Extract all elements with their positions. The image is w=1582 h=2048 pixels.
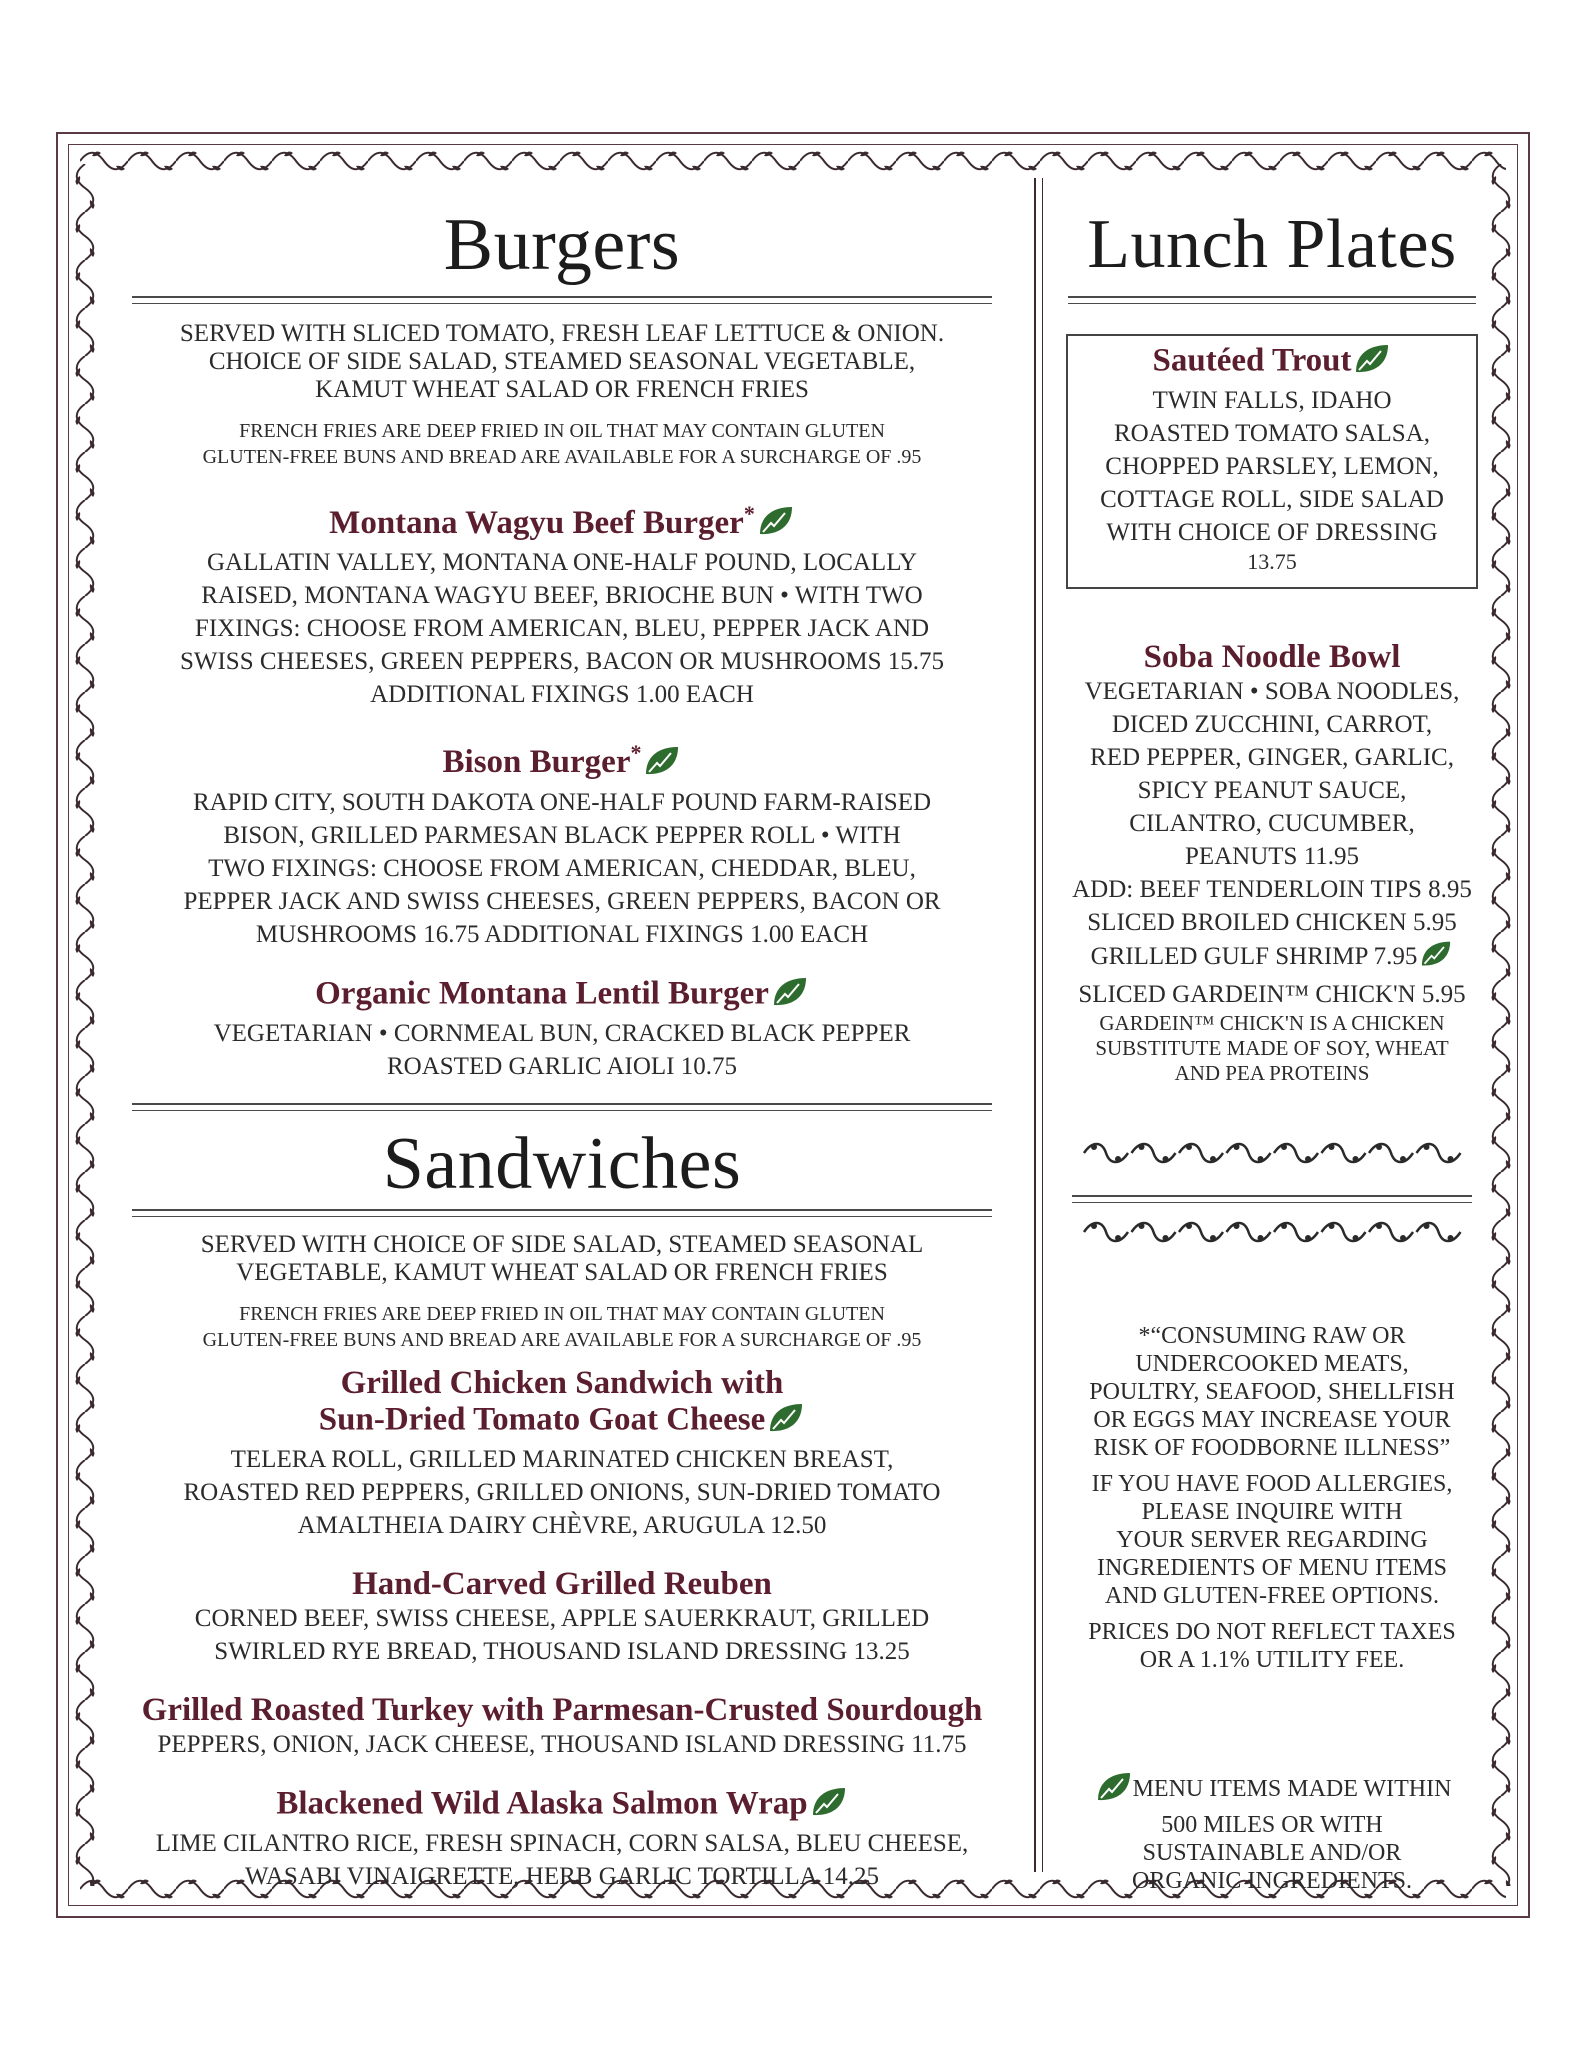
item-desc-line: RED PEPPER, GINGER, GARLIC, [1090,744,1454,771]
add-on-line: SLICED GARDEIN™ CHICK'N 5.95 [1078,981,1466,1008]
item-desc-line: VEGETARIAN • CORNMEAL BUN, CRACKED BLACK PEPPER [213,1019,911,1047]
item-title: Sautéed Trout [1152,342,1352,379]
item-desc-line: LIME CILANTRO RICE, FRESH SPINACH, CORN SALSA, BLEU CHEESE, [155,1829,969,1857]
item-desc-line: FIXINGS: CHOOSE FROM AMERICAN, BLEU, PEPPER JACK AND [194,615,930,643]
item-title: Hand-Carved Grilled Reuben [352,1565,772,1602]
menu-item-reuben [122,1566,1002,1668]
item-desc-line: SWISS CHEESES, GREEN PEPPERS, BACON OR MUSHROOMS 15.75 [179,648,945,676]
item-title: Organic Montana Lentil Burger [315,975,769,1012]
item-price: 13.75 [1247,549,1297,574]
price-notice-line: PRICES DO NOT REFLECT TAXES [1088,1619,1456,1645]
item-desc-line: PEPPER JACK AND SWISS CHEESES, GREEN PEPPERS, BACON OR [183,887,941,915]
item-name [122,1401,1002,1443]
scroll-ornament [1058,1138,1486,1173]
menu-item-turkey [122,1692,1002,1761]
item-name [1076,342,1468,384]
item-name [122,735,1002,785]
intro-line: CHOICE OF SIDE SALAD, STEAMED SEASONAL VEGETABLE, [208,348,916,375]
item-desc-line: GALLATIN VALLEY, MONTANA ONE-HALF POUND, LOCALLY [206,549,918,577]
leaf-icon [810,1785,848,1827]
item-desc-line: CORNED BEEF, SWISS CHEESE, APPLE SAUERKRAUT, GRILLED [194,1604,930,1632]
note-line: FRENCH FRIES ARE DEEP FRIED IN OIL THAT MAY CONTAIN GLUTEN [239,420,885,442]
price-notice [1058,1618,1486,1674]
note-line: GLUTEN-FREE BUNS AND BREAD ARE AVAILABLE FOR A SURCHARGE OF .95 [202,446,922,468]
item-desc-line: TELERA ROLL, GRILLED MARINATED CHICKEN BREAST, [230,1445,894,1473]
item-desc-line: MUSHROOMS 16.75 ADDITIONAL FIXINGS 1.00 EACH [255,920,869,948]
item-desc-line: PEPPERS, ONION, JACK CHEESE, THOUSAND ISLAND DRESSING 11.75 [157,1730,967,1758]
add-on-line [1058,939,1486,978]
leaf-legend [1058,1770,1486,1895]
item-desc-line: RAISED, MONTANA WAGYU BEEF, BRIOCHE BUN • WITH TWO [201,582,923,610]
legend-line: SUSTAINABLE AND/OR [1142,1840,1402,1866]
item-title: Montana Wagyu Beef Burger [329,505,744,541]
item-desc-line: BISON, GRILLED PARMESAN BLACK PEPPER ROLL • WITH [223,821,901,849]
vine-border-top [80,148,1506,174]
leaf-icon [767,1401,805,1443]
menu-item-salmon-wrap [122,1785,1002,1893]
item-desc-line: DICED ZUCCHINI, CARROT, [1111,711,1433,738]
item-desc-line: TWO FIXINGS: CHOOSE FROM AMERICAN, CHEDDAR, BLEU, [208,854,916,882]
menu-item-soba [1058,639,1486,1086]
add-on-line: ADD: BEEF TENDERLOIN TIPS 8.95 [1072,876,1472,903]
item-desc-line: WASABI VINAIGRETTE, HERB GARLIC TORTILLA 14.25 [245,1862,879,1890]
item-desc-line: CILANTRO, CUCUMBER, [1129,810,1415,837]
item-desc-line: ROASTED TOMATO SALSA, [1113,420,1431,447]
intro-line: KAMUT WHEAT SALAD OR FRENCH FRIES [315,376,809,403]
item-title: Blackened Wild Alaska Salmon Wrap [276,1785,808,1822]
vine-border-left [72,164,98,1886]
leaf-icon [643,744,681,786]
raw-food-warning [1058,1322,1486,1462]
warning-line: RISK OF FOODBORNE ILLNESS” [1093,1435,1451,1461]
lunch-title: Lunch Plates [1087,206,1457,283]
allergy-line: YOUR SERVER REGARDING [1116,1527,1428,1553]
menu-item-wagyu-burger [122,496,1002,711]
item-title: Soba Noodle Bowl [1143,639,1401,675]
title-rule [1068,296,1476,304]
leaf-icon [757,504,795,546]
item-title: Grilled Chicken Sandwich with [340,1364,784,1401]
warning-line: POULTRY, SEAFOOD, SHELLFISH [1089,1379,1455,1405]
vine-border-right [1488,164,1514,1886]
legend-line: ORGANIC INGREDIENTS. [1132,1868,1412,1894]
allergy-line: PLEASE INQUIRE WITH [1141,1499,1403,1525]
item-desc-line: ROASTED GARLIC AIOLI 10.75 [387,1052,737,1080]
intro-line: SERVED WITH SLICED TOMATO, FRESH LEAF LETTUCE & ONION. [179,320,945,347]
allergy-line: INGREDIENTS OF MENU ITEMS [1097,1555,1447,1581]
add-on-text: GRILLED GULF SHRIMP 7.95 [1090,943,1418,971]
menu-item-trout [1066,334,1478,589]
item-desc-line: SWIRLED RYE BREAD, THOUSAND ISLAND DRESSING 13.25 [214,1637,910,1665]
intro-line: VEGETABLE, KAMUT WHEAT SALAD OR FRENCH FRIES [236,1258,888,1286]
section-rule [132,1103,992,1111]
gardein-note-line: AND PEA PROTEINS [1174,1061,1370,1085]
item-title: Grilled Roasted Turkey with Parmesan-Crusted Sourdough [141,1691,983,1728]
item-origin: TWIN FALLS, IDAHO [1152,387,1392,414]
item-desc-line: AMALTHEIA DAIRY CHÈVRE, ARUGULA 12.50 [297,1511,827,1539]
section-rule [1072,1195,1472,1203]
leaf-icon [1353,342,1391,384]
gardein-note-line: GARDEIN™ CHICK'N IS A CHICKEN [1099,1011,1445,1035]
price-notice-line: OR A 1.1% UTILITY FEE. [1139,1647,1405,1673]
gardein-note-line: SUBSTITUTE MADE OF SOY, WHEAT [1095,1036,1449,1060]
menu-item-lentil-burger [122,975,1002,1083]
burgers-notes [122,418,1002,470]
note-line: FRENCH FRIES ARE DEEP FRIED IN OIL THAT MAY CONTAIN GLUTEN [239,1302,885,1325]
item-desc-line: VEGETARIAN • SOBA NOODLES, [1084,678,1460,705]
item-desc-line: CHOPPED PARSLEY, LEMON, [1105,453,1439,480]
menu-item-chicken-sandwich [122,1365,1002,1542]
raw-asterisk: * [743,501,755,526]
raw-asterisk: * [630,740,642,766]
column-divider [1034,178,1036,1872]
legend-text: MENU ITEMS MADE WITHIN [1132,1776,1452,1803]
burgers-title: Burgers [443,204,681,286]
sandwiches-intro [122,1231,1002,1287]
sandwiches-title: Sandwiches [382,1122,742,1205]
legend-line: 500 MILES OR WITH [1161,1812,1383,1838]
item-desc-line: RAPID CITY, SOUTH DAKOTA ONE-HALF POUND FARM-RAISED [192,788,932,816]
item-name [122,496,1002,546]
note-line: GLUTEN-FREE BUNS AND BREAD ARE AVAILABLE FOR A SURCHARGE OF .95 [202,1328,922,1351]
item-name [122,1785,1002,1827]
warning-line: *“CONSUMING RAW OR [1138,1323,1406,1349]
item-name [122,975,1002,1017]
leaf-icon [1095,1770,1133,1811]
item-desc-line: ADDITIONAL FIXINGS 1.00 EACH [370,681,754,709]
warning-line: OR EGGS MAY INCREASE YOUR [1093,1407,1451,1433]
item-desc-line: ROASTED RED PEPPERS, GRILLED ONIONS, SUN-DRIED TOMATO [183,1478,941,1506]
item-desc-line: SPICY PEANUT SAUCE, [1137,777,1407,804]
item-title: Sun-Dried Tomato Goat Cheese [318,1401,766,1438]
menu-frame [56,132,1530,1918]
allergy-line: IF YOU HAVE FOOD ALLERGIES, [1091,1471,1453,1497]
right-column [1058,174,1486,1895]
title-rule [132,1209,992,1217]
item-desc-line: WITH CHOICE OF DRESSING [1106,519,1438,546]
allergy-line: AND GLUTEN-FREE OPTIONS. [1105,1583,1439,1609]
leaf-icon [1419,939,1453,978]
add-on-line: SLICED BROILED CHICKEN 5.95 [1087,909,1457,936]
item-desc-line: PEANUTS 11.95 [1184,843,1360,870]
allergy-notice [1058,1470,1486,1610]
intro-line: SERVED WITH CHOICE OF SIDE SALAD, STEAMED SEASONAL [200,1230,924,1258]
burgers-intro [122,320,1002,404]
column-divider-thin [1042,178,1043,1872]
item-desc-line: COTTAGE ROLL, SIDE SALAD [1100,486,1444,513]
warning-line: UNDERCOOKED MEATS, [1135,1351,1409,1377]
scroll-ornament [1058,1217,1486,1252]
leaf-icon [771,975,809,1017]
legend-line [1058,1770,1486,1811]
item-title: Bison Burger [442,744,631,781]
title-rule [132,296,992,304]
menu-item-bison-burger [122,735,1002,950]
sandwiches-notes [122,1301,1002,1353]
left-column [122,174,1002,1893]
